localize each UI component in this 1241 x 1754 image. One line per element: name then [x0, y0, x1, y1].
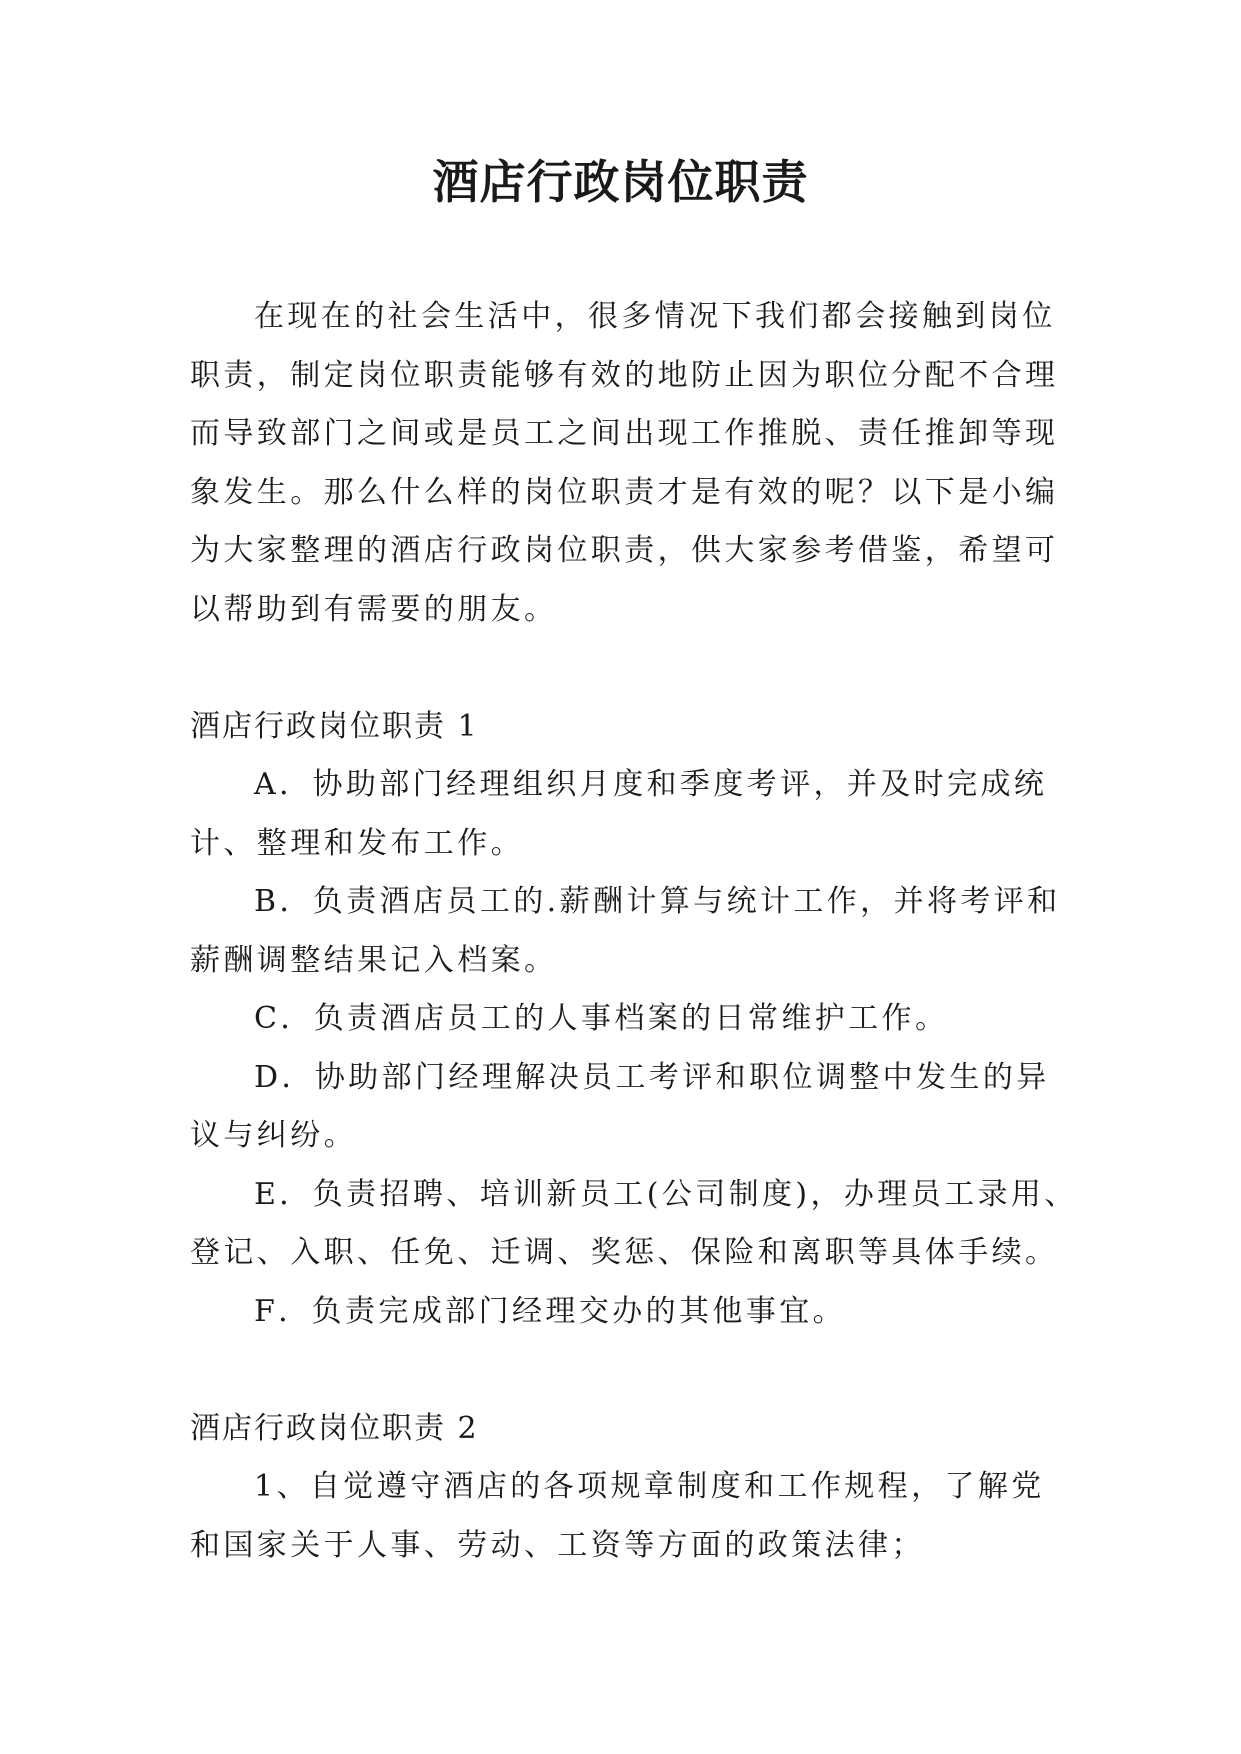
- text-line: 象发生。那么什么样的岗位职责才是有效的呢？以下是小编: [190, 474, 1059, 510]
- list-item: [190, 1049, 1060, 1166]
- text-line: 而导致部门之间或是员工之间出现工作推脱、责任推卸等现: [190, 416, 1059, 451]
- section-heading: 酒店行政岗位职责 2: [190, 1410, 479, 1446]
- text-line: C．负责酒店员工的人事档案的日常维护工作。: [254, 1001, 949, 1036]
- list-item: [190, 1458, 1060, 1575]
- list-item: [190, 756, 1060, 873]
- text-line: 职责，制定岗位职责能够有效的地防止因为职位分配不合理: [190, 357, 1059, 393]
- text-line: 计、整理和发布工作。: [190, 825, 524, 861]
- paragraph-gap: [190, 639, 1060, 698]
- text-line: 在现在的社会生活中，很多情况下我们都会接触到岗位: [254, 299, 1056, 334]
- text-line: 登记、入职、任免、迁调、奖惩、保险和离职等具体手续。: [190, 1235, 1059, 1270]
- list-item: [190, 990, 1060, 1049]
- text-line: 以帮助到有需要的朋友。: [190, 591, 558, 627]
- text-line: B．负责酒店员工的.薪酬计算与统计工作，并将考评和: [254, 884, 1061, 919]
- text-line: 薪酬调整结果记入档案。: [190, 942, 558, 978]
- text-line: 为大家整理的酒店行政岗位职责，供大家参考借鉴，希望可: [190, 533, 1059, 568]
- text-line: 议与纠纷。: [190, 1118, 357, 1153]
- section-1: [190, 698, 1078, 1342]
- list-item: [190, 873, 1060, 990]
- list-item: [190, 1283, 1060, 1342]
- intro-paragraph: [190, 288, 1060, 639]
- section-2: [190, 1400, 1060, 1576]
- paragraph-gap: [190, 1341, 1060, 1400]
- text-line: F．负责完成部门经理交办的其他事宜。: [254, 1293, 847, 1329]
- document-body: [190, 288, 1078, 1575]
- text-line: A．协助部门经理组织月度和季度考评，并及时完成统: [254, 767, 1048, 802]
- text-line: D．协助部门经理解决员工考评和职位调整中发生的异: [254, 1059, 1050, 1095]
- section-heading: 酒店行政岗位职责 1: [190, 708, 479, 744]
- document-title: 酒店行政岗位职责: [432, 155, 809, 209]
- text-line: 1、自觉遵守酒店的各项规章制度和工作规程，了解党: [254, 1469, 1045, 1504]
- list-item: [190, 1166, 1078, 1283]
- text-line: 和国家关于人事、劳动、工资等方面的政策法律；: [190, 1527, 925, 1563]
- text-line: E．负责招聘、培训新员工(公司制度)，办理员工录用、: [254, 1176, 1078, 1212]
